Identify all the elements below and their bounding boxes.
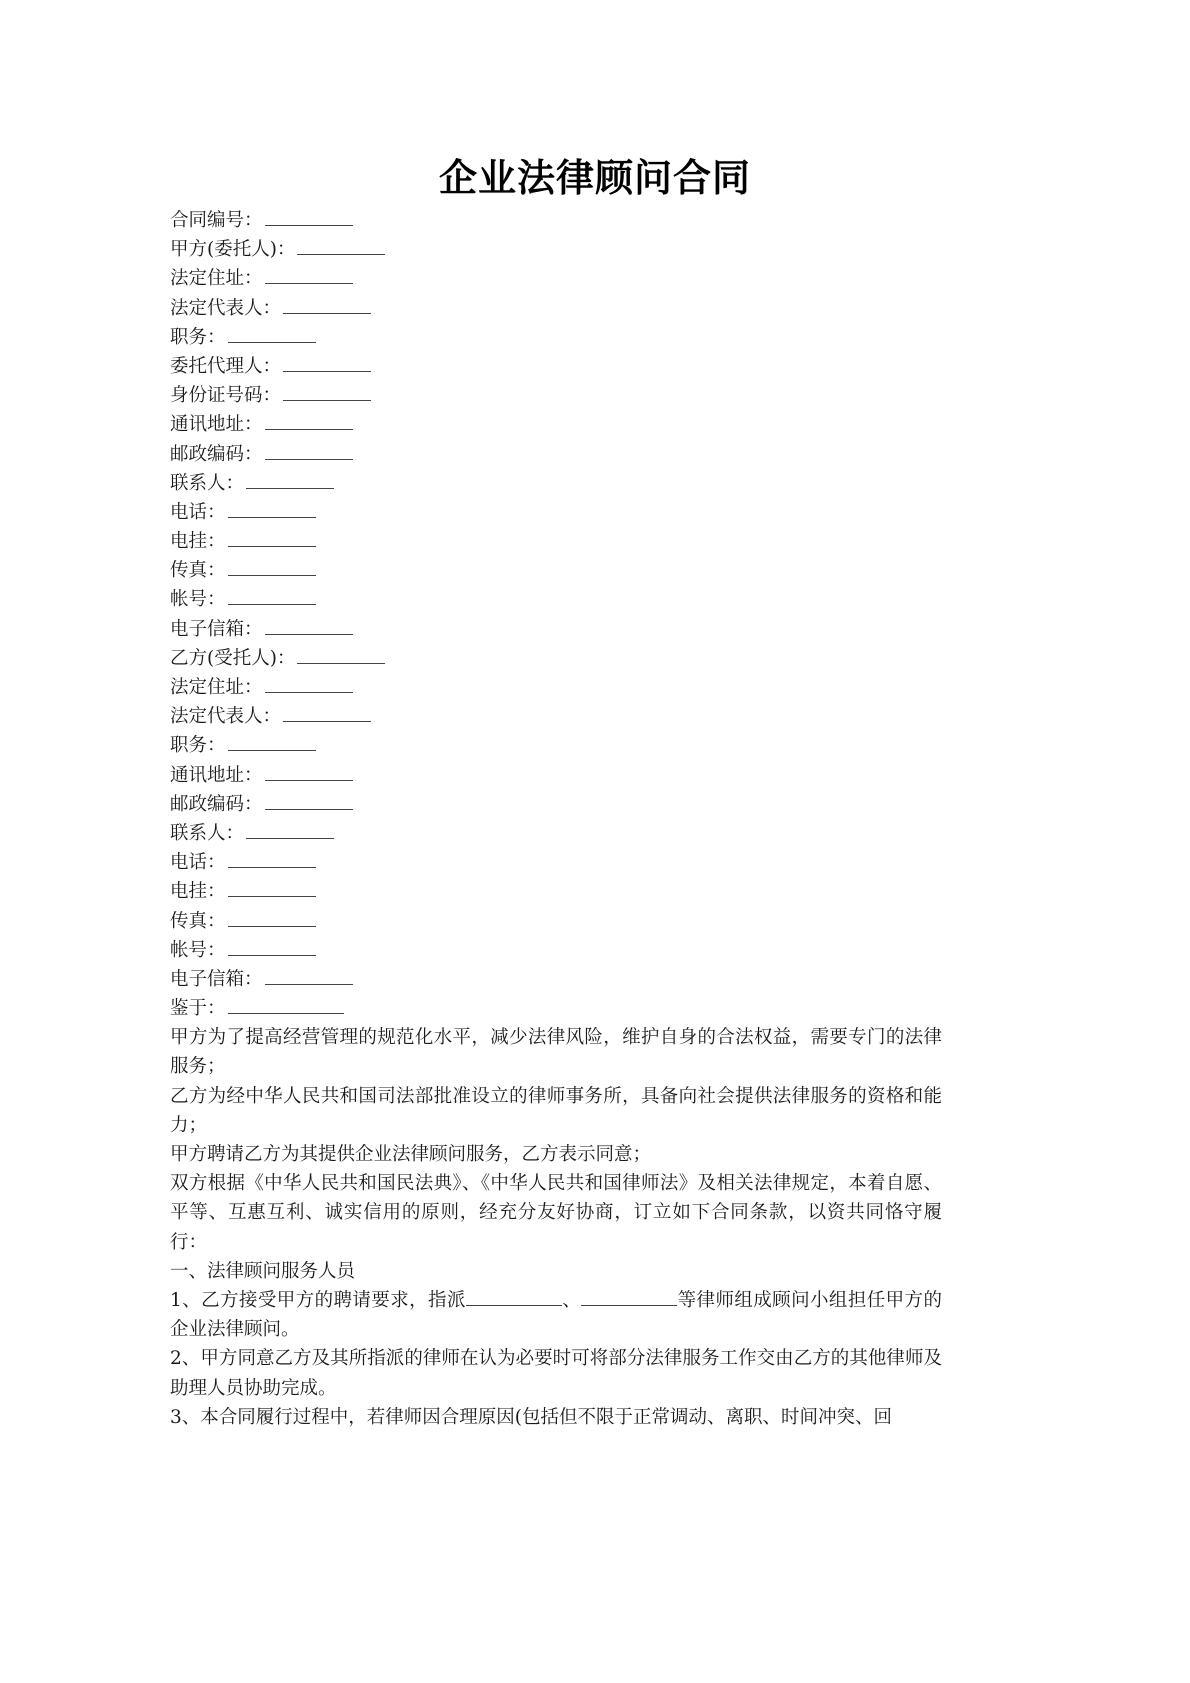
field-label: 法定代表人： (170, 297, 282, 319)
field-label: 电子信箱： (170, 618, 263, 640)
field-blank[interactable] (228, 937, 316, 956)
clause-1-suffix: 等律师组成顾问小组担任甲方的企业法律顾问。 (170, 1290, 942, 1341)
recital-4: 双方根据《中华人民共和国民法典》、《中华人民共和国律师法》及相关法律规定，本着自愿、平等、互惠互利、诚实信用的原则，经充分友好协商，订立如下合同条款，以资共同恪守履行： (170, 1173, 942, 1253)
field-blank[interactable] (265, 265, 353, 284)
field-line (170, 410, 942, 439)
field-line (170, 556, 942, 585)
field-blank[interactable] (228, 528, 316, 547)
field-blank[interactable] (246, 470, 334, 489)
field-label: 联系人： (170, 822, 245, 844)
field-blank[interactable] (246, 820, 334, 839)
clause-1-prefix: 1、乙方接受甲方的聘请要求，指派 (170, 1290, 466, 1312)
field-label: 电子信箱： (170, 968, 263, 990)
field-blank[interactable] (283, 353, 371, 372)
field-label: 电话： (170, 852, 226, 874)
field-blank[interactable] (228, 324, 316, 343)
field-line (170, 235, 942, 264)
field-blank[interactable] (265, 616, 353, 635)
clause-1-separator: 、 (561, 1290, 582, 1312)
section-1-clause-3: 3、本合同履行过程中，若律师因合理原因(包括但不限于正常调动、离职、时间冲突、回 (170, 1406, 892, 1428)
party-info-fields (170, 206, 942, 1023)
field-line (170, 790, 942, 819)
field-line (170, 264, 942, 293)
field-blank[interactable] (265, 762, 353, 781)
field-label: 电话： (170, 501, 226, 523)
section-1-clause-2: 2、甲方同意乙方及其所指派的律师在认为必要时可将部分法律服务工作交由乙方的其他律师及助理人员协助完成。 (170, 1348, 942, 1399)
field-label: 鉴于： (170, 998, 226, 1020)
field-line (170, 965, 942, 994)
field-blank[interactable] (228, 499, 316, 518)
field-line (170, 585, 942, 614)
field-label: 邮政编码： (170, 793, 263, 815)
field-label: 电挂： (170, 881, 226, 903)
field-label: 合同编号： (170, 210, 263, 231)
field-blank[interactable] (297, 236, 385, 255)
field-blank[interactable] (283, 295, 371, 314)
field-line (170, 819, 942, 848)
field-line (170, 644, 942, 673)
field-blank[interactable] (283, 703, 371, 722)
field-line (170, 381, 942, 410)
field-label: 帐号： (170, 589, 226, 611)
field-line (170, 936, 942, 965)
field-blank[interactable] (228, 557, 316, 576)
field-label: 传真： (170, 560, 226, 582)
field-label: 身份证号码： (170, 385, 282, 407)
field-blank[interactable] (265, 966, 353, 985)
field-label: 通讯地址： (170, 414, 263, 436)
field-blank[interactable] (265, 207, 353, 226)
field-blank[interactable] (265, 674, 353, 693)
field-blank[interactable] (283, 382, 371, 401)
field-label: 传真： (170, 910, 226, 932)
field-blank[interactable] (265, 411, 353, 430)
field-line (170, 615, 942, 644)
field-line (170, 877, 942, 906)
field-label: 邮政编码： (170, 443, 263, 465)
recital-1: 甲方为了提高经营管理的规范化水平，减少法律风险，维护自身的合法权益，需要专门的法律服务； (170, 1027, 942, 1078)
field-label: 委托代理人： (170, 355, 282, 377)
field-label: 职务： (170, 326, 226, 348)
field-blank[interactable] (228, 849, 316, 868)
field-label: 法定住址： (170, 677, 263, 698)
field-label: 联系人： (170, 472, 245, 494)
lawyer-2-blank[interactable] (581, 1287, 677, 1306)
document-body (170, 206, 942, 1432)
field-label: 乙方(受托人)： (170, 647, 296, 669)
field-line (170, 469, 942, 498)
field-blank[interactable] (228, 732, 316, 751)
field-label: 职务： (170, 735, 226, 757)
field-label: 电挂： (170, 531, 226, 553)
document-title: 企业法律顾问合同 (438, 155, 751, 200)
field-line (170, 994, 942, 1023)
field-line (170, 498, 942, 527)
lawyer-1-blank[interactable] (466, 1287, 562, 1306)
field-blank[interactable] (228, 908, 316, 927)
field-line (170, 702, 942, 731)
field-label: 甲方(委托人)： (170, 239, 296, 261)
field-line (170, 673, 942, 702)
recital-3: 甲方聘请乙方为其提供企业法律顾问服务，乙方表示同意； (170, 1144, 652, 1166)
field-line (170, 440, 942, 469)
field-line (170, 352, 942, 381)
field-blank[interactable] (297, 645, 385, 664)
field-line (170, 907, 942, 936)
field-line (170, 731, 942, 760)
section-1-heading: 一、法律顾问服务人员 (170, 1260, 356, 1282)
field-line (170, 206, 942, 235)
field-blank[interactable] (228, 878, 316, 897)
field-label: 通讯地址： (170, 764, 263, 786)
field-label: 法定代表人： (170, 706, 282, 728)
field-label: 帐号： (170, 939, 226, 961)
field-line (170, 527, 942, 556)
field-line (170, 294, 942, 323)
field-blank[interactable] (228, 995, 344, 1014)
field-blank[interactable] (265, 441, 353, 460)
section-1-clause-1 (170, 1286, 942, 1344)
field-line (170, 323, 942, 352)
field-line (170, 761, 942, 790)
field-blank[interactable] (265, 791, 353, 810)
field-blank[interactable] (228, 586, 316, 605)
recital-2: 乙方为经中华人民共和国司法部批准设立的律师事务所，具备向社会提供法律服务的资格和能力； (170, 1085, 942, 1136)
field-label: 法定住址： (170, 268, 263, 290)
field-line (170, 848, 942, 877)
